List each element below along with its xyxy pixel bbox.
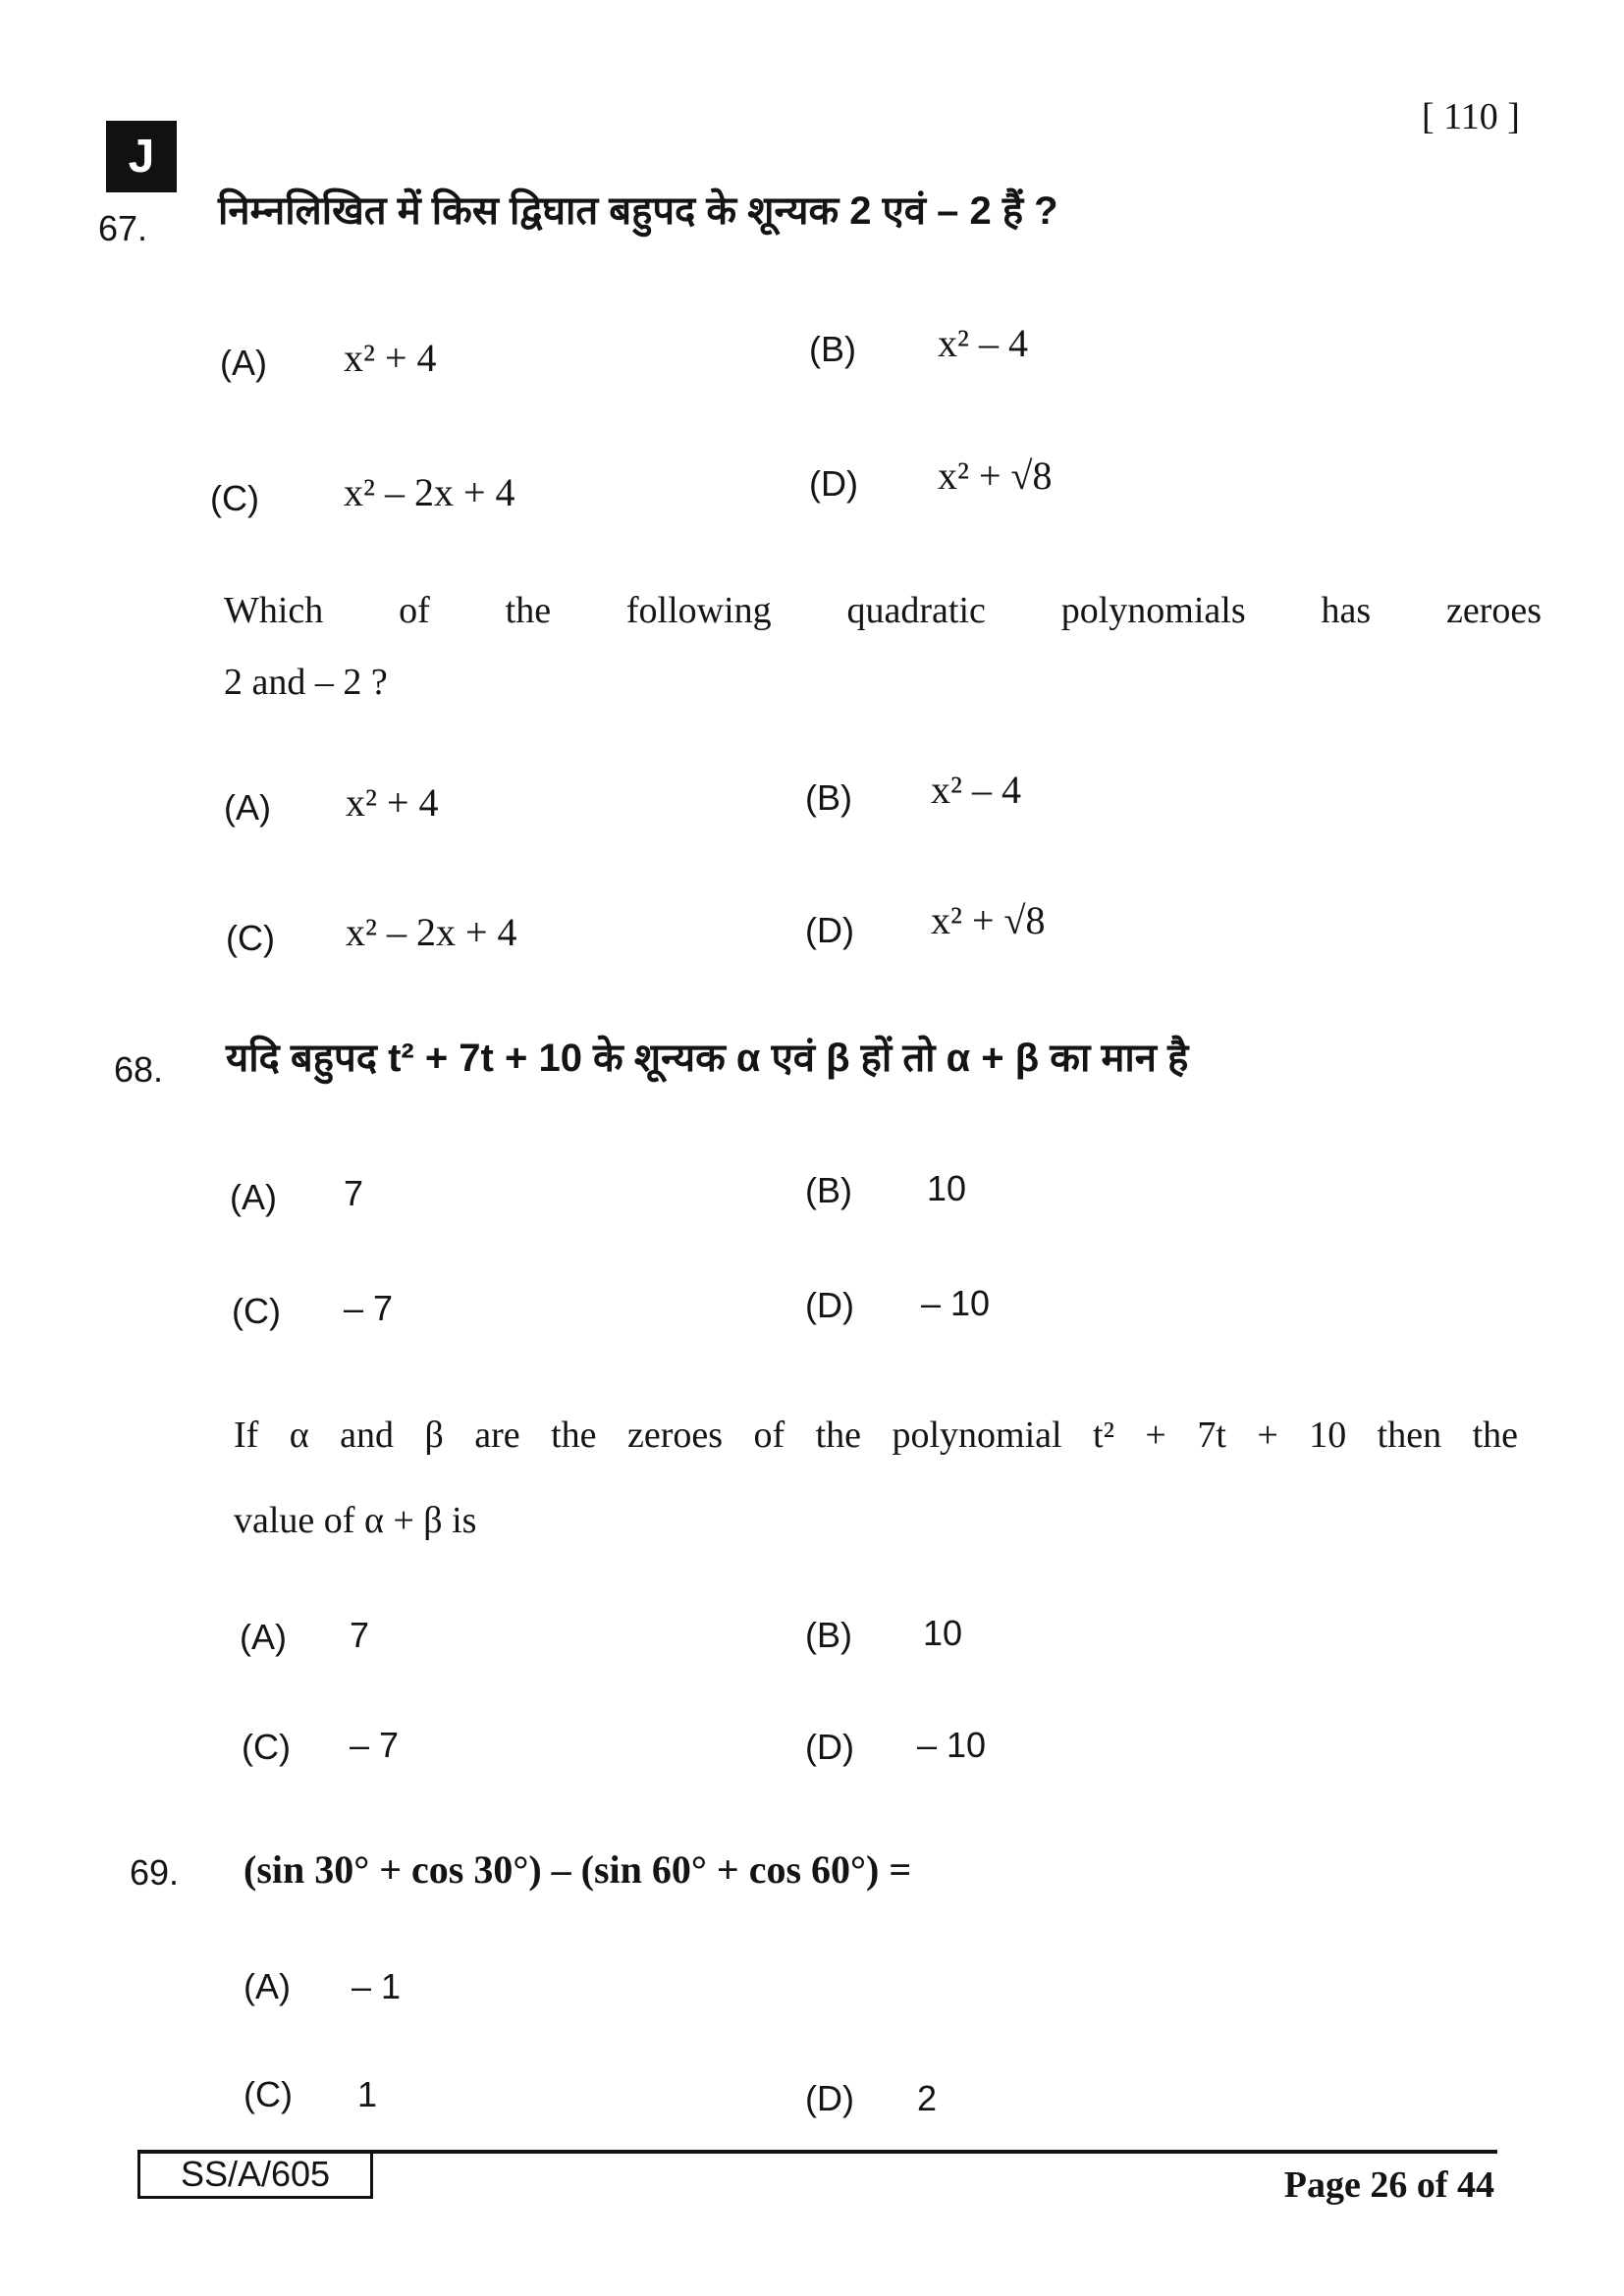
option-label: (A) bbox=[220, 343, 267, 383]
option-label: (B) bbox=[805, 1170, 852, 1210]
option-value: 7 bbox=[344, 1173, 364, 1213]
option-value: 7 bbox=[350, 1615, 370, 1655]
paper-code-text: SS/A/605 bbox=[180, 2154, 331, 2194]
option-label: (D) bbox=[805, 1727, 854, 1767]
question-number: 67. bbox=[98, 208, 148, 248]
option-value: – 10 bbox=[917, 1725, 987, 1765]
option-value: 2 bbox=[917, 2078, 938, 2118]
page-code: [ 110 ] bbox=[1422, 96, 1520, 137]
option-value: 1 bbox=[357, 2074, 378, 2114]
question-hindi: यदि बहुपद t² + 7t + 10 के शून्यक α एवं β हों तो α + β का मान है bbox=[226, 1037, 1189, 1080]
question-english-cont: value of α + β is bbox=[234, 1500, 477, 1541]
question-text: (sin 30° + cos 30°) – (sin 60° + cos 60°) = bbox=[244, 1847, 912, 1892]
option-label: (B) bbox=[805, 1615, 852, 1655]
question-number: 69. bbox=[130, 1852, 180, 1893]
option-label: (A) bbox=[224, 787, 271, 828]
question-hindi: निम्नलिखित में किस द्विघात बहुपद के शून्यक 2 एवं – 2 हैं ? bbox=[218, 189, 1058, 233]
option-label: (C) bbox=[242, 1727, 291, 1767]
section-letter: J bbox=[128, 131, 155, 183]
option-label: (D) bbox=[805, 910, 854, 950]
option-label: (C) bbox=[232, 1291, 281, 1331]
option-label: (B) bbox=[809, 329, 856, 369]
option-value: x² – 4 bbox=[938, 321, 1028, 365]
option-value: – 7 bbox=[344, 1288, 394, 1328]
option-value: x² + 4 bbox=[344, 336, 437, 380]
option-value: x² + 4 bbox=[346, 780, 439, 825]
option-value: – 7 bbox=[350, 1725, 400, 1765]
option-value: x² – 2x + 4 bbox=[346, 910, 517, 954]
option-label: (C) bbox=[244, 2074, 293, 2114]
question-english-cont: 2 and – 2 ? bbox=[224, 662, 388, 703]
option-value: x² – 2x + 4 bbox=[344, 470, 515, 514]
option-value: x² – 4 bbox=[931, 768, 1021, 812]
option-value: – 10 bbox=[921, 1283, 991, 1323]
option-value: 10 bbox=[923, 1613, 963, 1653]
question-english: If α and β are the zeroes of the polynomial t² + 7t + 10 then the bbox=[234, 1415, 1518, 1456]
question-english: Which of the following quadratic polynomials has zeroes bbox=[224, 590, 1542, 631]
section-badge bbox=[106, 121, 177, 192]
option-label: (D) bbox=[809, 463, 858, 504]
question-number: 68. bbox=[114, 1049, 164, 1090]
page-number: Page 26 of 44 bbox=[1283, 2164, 1494, 2206]
option-label: (D) bbox=[805, 2078, 854, 2118]
option-label: (A) bbox=[240, 1617, 287, 1657]
option-label: (D) bbox=[805, 1285, 854, 1325]
option-value: 10 bbox=[927, 1168, 967, 1208]
option-label: (C) bbox=[210, 478, 259, 518]
option-value: – 1 bbox=[352, 1966, 402, 2006]
option-label: (A) bbox=[244, 1966, 291, 2006]
option-label: (B) bbox=[805, 777, 852, 818]
option-value: x² + √8 bbox=[938, 454, 1053, 498]
option-label: (C) bbox=[226, 918, 275, 958]
paper-code bbox=[137, 2150, 373, 2199]
option-label: (A) bbox=[230, 1177, 277, 1217]
option-value: x² + √8 bbox=[931, 898, 1046, 942]
